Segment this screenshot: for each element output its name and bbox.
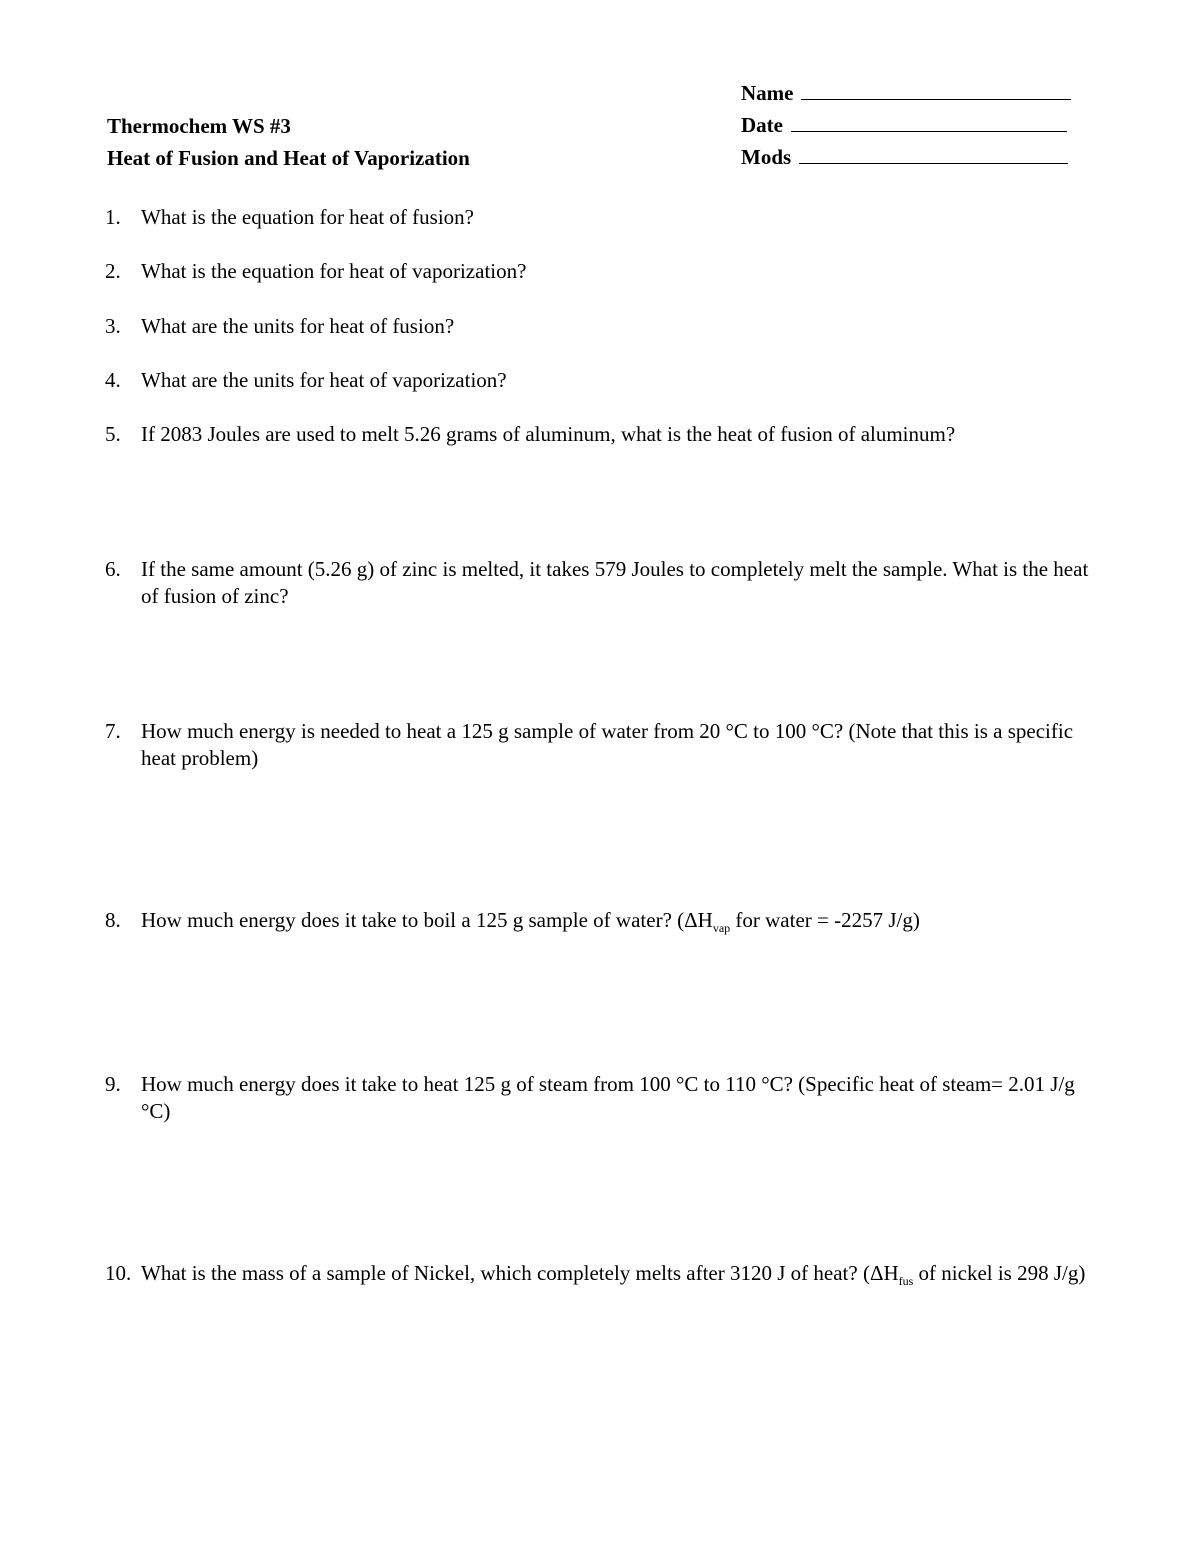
worksheet-title: Thermochem WS #3 [107, 114, 291, 138]
question-text-start: What is the mass of a sample of Nickel, which completely melts after 3120 J of heat? (ΔH [141, 1261, 899, 1285]
question-2 [105, 258, 1095, 285]
question-number: 8. [105, 908, 121, 932]
worksheet-header [107, 110, 470, 174]
name-field [741, 77, 1071, 109]
question-5 [105, 421, 1095, 448]
question-text: What is the equation for heat of fusion? [141, 205, 474, 229]
delta-h-subscript: vap [712, 921, 731, 936]
question-text-end: for water = -2257 J/g) [730, 908, 920, 932]
question-number: 2. [105, 259, 121, 283]
mods-field-line[interactable] [799, 143, 1068, 164]
question-number: 3. [105, 314, 121, 338]
question-text-start: How much energy does it take to boil a 125 g sample of water? (ΔH [141, 908, 713, 932]
question-number: 5. [105, 422, 121, 446]
question-text [141, 907, 1095, 934]
mods-field-label: Mods [741, 145, 792, 169]
student-info-fields [741, 77, 1071, 173]
question-number: 6. [105, 557, 121, 581]
question-text: What are the units for heat of fusion? [141, 314, 455, 338]
date-field-label: Date [741, 113, 783, 137]
name-field-label: Name [741, 81, 794, 105]
question-9 [105, 1071, 1095, 1125]
question-3 [105, 313, 1095, 340]
question-text: What is the equation for heat of vaporization? [141, 259, 527, 283]
question-4 [105, 367, 1095, 394]
question-1 [105, 204, 1095, 231]
question-number: 9. [105, 1072, 121, 1096]
question-text [141, 1260, 1095, 1287]
question-number: 1. [105, 205, 121, 229]
worksheet-subtitle: Heat of Fusion and Heat of Vaporization [107, 146, 470, 170]
question-text: If 2083 Joules are used to melt 5.26 grams of aluminum, what is the heat of fusion of aluminum? [141, 422, 956, 446]
question-8 [105, 907, 1095, 934]
delta-h-subscript: fus [898, 1274, 914, 1289]
mods-field [741, 141, 1071, 173]
question-6 [105, 556, 1095, 610]
question-10 [105, 1260, 1095, 1287]
date-field [741, 109, 1071, 141]
question-number: 7. [105, 719, 121, 743]
question-7 [105, 718, 1095, 772]
question-text: How much energy does it take to heat 125 g of steam from 100 °C to 110 °C? (Specific heat of steam= 2.01 J/g °C) [141, 1072, 1075, 1123]
question-text: If the same amount (5.26 g) of zinc is melted, it takes 579 Joules to completely melt the sample. What is the heat of fusion of zinc? [141, 557, 1089, 608]
date-field-line[interactable] [791, 111, 1067, 132]
question-number: 10. [105, 1261, 132, 1285]
question-text: What are the units for heat of vaporization? [141, 368, 507, 392]
question-number: 4. [105, 368, 121, 392]
question-text: How much energy is needed to heat a 125 g sample of water from 20 °C to 100 °C? (Note that this is a specific heat problem) [141, 719, 1074, 770]
question-text-end: of nickel is 298 J/g) [913, 1261, 1086, 1285]
name-field-line[interactable] [801, 79, 1071, 100]
